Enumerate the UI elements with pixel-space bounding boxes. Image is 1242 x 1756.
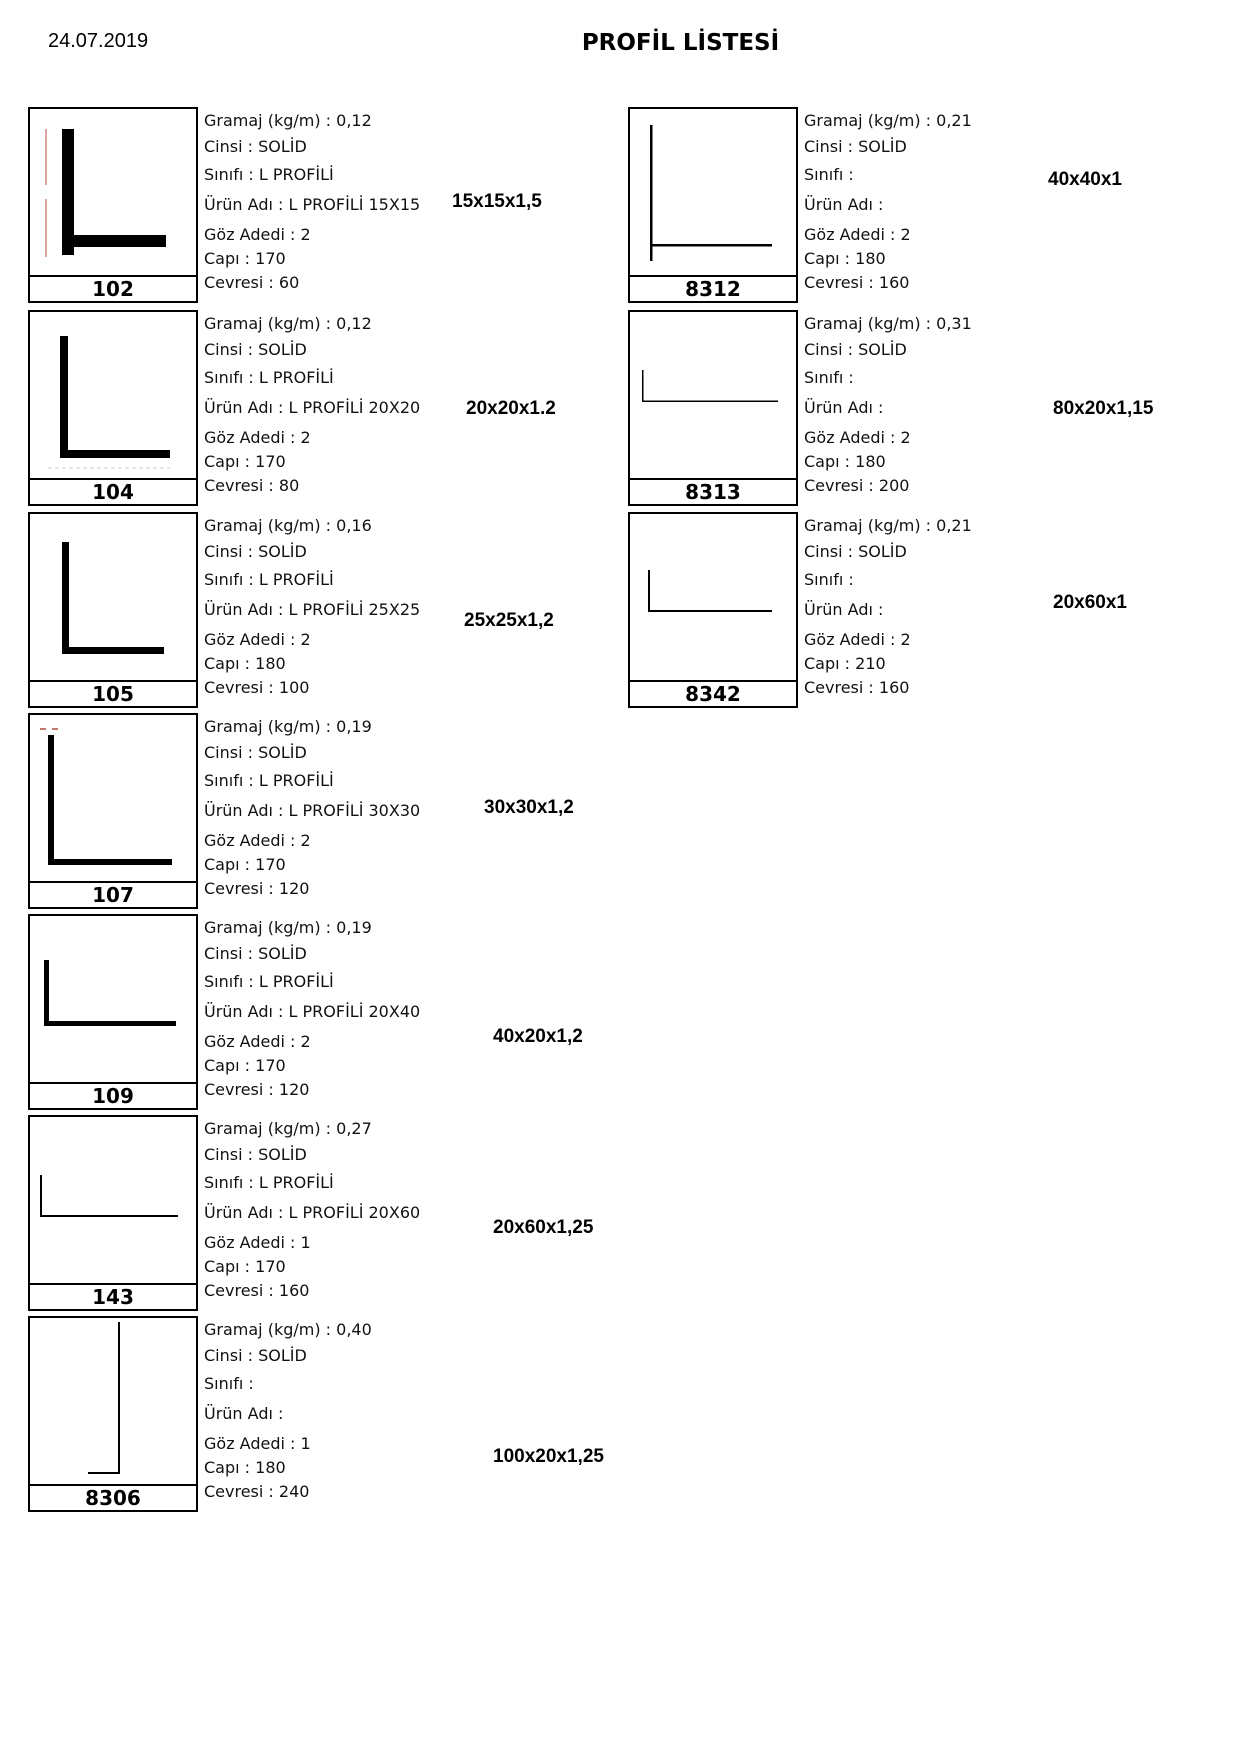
profile-code: 8342 — [630, 680, 796, 706]
profile-dimensions: 100x20x1,25 — [493, 1446, 604, 1467]
goz-adedi-line: Göz Adedi : 2 — [804, 428, 911, 447]
profile-card-105 — [28, 512, 648, 708]
urun-adi-line: Ürün Adı : — [804, 195, 884, 214]
tall-l-profile-icon — [30, 715, 196, 883]
profile-code: 8312 — [630, 275, 796, 301]
l-profile-icon — [30, 514, 196, 682]
cinsi-line: Cinsi : SOLİD — [204, 340, 307, 359]
gramaj-line: Gramaj (kg/m) : 0,40 — [204, 1320, 372, 1339]
profile-thumbnail — [628, 310, 798, 506]
cevresi-line: Cevresi : 100 — [204, 678, 310, 697]
cevresi-line: Cevresi : 80 — [204, 476, 300, 495]
capi-line: Capı : 180 — [204, 1458, 286, 1477]
urun-adi-line: Ürün Adı : — [804, 600, 884, 619]
gramaj-line: Gramaj (kg/m) : 0,19 — [204, 918, 372, 937]
sinifi-line: Sınıfı : L PROFİLİ — [204, 165, 334, 184]
profile-dimensions: 80x20x1,15 — [1053, 398, 1154, 419]
profile-thumbnail — [28, 107, 198, 303]
sinifi-line: Sınıfı : — [804, 165, 854, 184]
profile-card-8313 — [628, 310, 1242, 506]
cevresi-line: Cevresi : 120 — [204, 1080, 310, 1099]
urun-adi-line: Ürün Adı : L PROFİLİ 20X60 — [204, 1203, 421, 1222]
profile-dimensions: 20x20x1.2 — [466, 398, 556, 419]
cinsi-line: Cinsi : SOLİD — [204, 944, 307, 963]
low-l-profile-icon — [630, 514, 796, 682]
gramaj-line: Gramaj (kg/m) : 0,31 — [804, 314, 972, 333]
gramaj-line: Gramaj (kg/m) : 0,16 — [204, 516, 372, 535]
mirrored-l-profile-icon — [30, 1318, 196, 1486]
profile-thumbnail — [628, 512, 798, 708]
thick-l-profile-icon — [30, 312, 196, 480]
wide-l-profile-icon — [30, 916, 196, 1084]
cinsi-line: Cinsi : SOLİD — [204, 137, 307, 156]
profile-card-102 — [28, 107, 648, 303]
document-date: 24.07.2019 — [48, 30, 149, 52]
cinsi-line: Cinsi : SOLİD — [204, 1346, 307, 1365]
urun-adi-line: Ürün Adı : L PROFİLİ 25X25 — [204, 600, 421, 619]
profile-code: 102 — [30, 275, 196, 301]
capi-line: Capı : 170 — [204, 452, 286, 471]
goz-adedi-line: Göz Adedi : 2 — [804, 225, 911, 244]
cinsi-line: Cinsi : SOLİD — [204, 542, 307, 561]
sinifi-line: Sınıfı : — [804, 368, 854, 387]
profile-card-8342 — [628, 512, 1242, 708]
profile-thumbnail — [28, 1316, 198, 1512]
sinifi-line: Sınıfı : L PROFİLİ — [204, 972, 334, 991]
profile-code: 105 — [30, 680, 196, 706]
capi-line: Capı : 210 — [804, 654, 886, 673]
goz-adedi-line: Göz Adedi : 2 — [204, 225, 311, 244]
urun-adi-line: Ürün Adı : — [204, 1404, 284, 1423]
profile-dimensions: 20x60x1,25 — [493, 1217, 594, 1238]
goz-adedi-line: Göz Adedi : 2 — [204, 1032, 311, 1051]
profile-dimensions: 20x60x1 — [1053, 592, 1127, 613]
cevresi-line: Cevresi : 200 — [804, 476, 910, 495]
gramaj-line: Gramaj (kg/m) : 0,12 — [204, 111, 372, 130]
profile-code: 8313 — [630, 478, 796, 504]
profile-dimensions: 25x25x1,2 — [464, 610, 554, 631]
capi-line: Capı : 170 — [204, 1056, 286, 1075]
goz-adedi-line: Göz Adedi : 2 — [204, 831, 311, 850]
cevresi-line: Cevresi : 60 — [204, 273, 300, 292]
profile-dimensions: 15x15x1,5 — [452, 191, 542, 212]
profile-code: 143 — [30, 1283, 196, 1309]
profile-card-8306 — [28, 1316, 648, 1512]
profile-code: 8306 — [30, 1484, 196, 1510]
capi-line: Capı : 180 — [804, 452, 886, 471]
capi-line: Capı : 180 — [804, 249, 886, 268]
sinifi-line: Sınıfı : — [204, 1374, 254, 1393]
sinifi-line: Sınıfı : L PROFİLİ — [204, 570, 334, 589]
capi-line: Capı : 180 — [204, 654, 286, 673]
cevresi-line: Cevresi : 160 — [804, 678, 910, 697]
profile-thumbnail — [28, 310, 198, 506]
cinsi-line: Cinsi : SOLİD — [804, 340, 907, 359]
urun-adi-line: Ürün Adı : L PROFİLİ 20X40 — [204, 1002, 421, 1021]
profile-dimensions: 40x40x1 — [1048, 169, 1122, 190]
profile-card-8312 — [628, 107, 1242, 303]
gramaj-line: Gramaj (kg/m) : 0,21 — [804, 516, 972, 535]
profile-dimensions: 30x30x1,2 — [484, 797, 574, 818]
urun-adi-line: Ürün Adı : L PROFİLİ 30X30 — [204, 801, 421, 820]
profile-code: 109 — [30, 1082, 196, 1108]
sinifi-line: Sınıfı : L PROFİLİ — [204, 1173, 334, 1192]
profile-thumbnail — [28, 914, 198, 1110]
urun-adi-line: Ürün Adı : L PROFİLİ 15X15 — [204, 195, 421, 214]
profile-thumbnail — [28, 713, 198, 909]
sinifi-line: Sınıfı : L PROFİLİ — [204, 368, 334, 387]
gramaj-line: Gramaj (kg/m) : 0,12 — [204, 314, 372, 333]
flat-l-profile-icon — [30, 1117, 196, 1285]
urun-adi-line: Ürün Adı : — [804, 398, 884, 417]
cevresi-line: Cevresi : 160 — [804, 273, 910, 292]
thick-l-profile-icon — [30, 109, 196, 277]
profile-code: 107 — [30, 881, 196, 907]
profile-code: 104 — [30, 478, 196, 504]
cevresi-line: Cevresi : 160 — [204, 1281, 310, 1300]
gramaj-line: Gramaj (kg/m) : 0,27 — [204, 1119, 372, 1138]
low-l-profile-icon — [630, 312, 796, 480]
profile-card-143 — [28, 1115, 648, 1311]
sinifi-line: Sınıfı : — [804, 570, 854, 589]
capi-line: Capı : 170 — [204, 1257, 286, 1276]
cevresi-line: Cevresi : 120 — [204, 879, 310, 898]
goz-adedi-line: Göz Adedi : 1 — [204, 1434, 311, 1453]
profile-thumbnail — [28, 512, 198, 708]
cinsi-line: Cinsi : SOLİD — [804, 542, 907, 561]
gramaj-line: Gramaj (kg/m) : 0,19 — [204, 717, 372, 736]
cevresi-line: Cevresi : 240 — [204, 1482, 310, 1501]
sinifi-line: Sınıfı : L PROFİLİ — [204, 771, 334, 790]
goz-adedi-line: Göz Adedi : 2 — [804, 630, 911, 649]
capi-line: Capı : 170 — [204, 249, 286, 268]
urun-adi-line: Ürün Adı : L PROFİLİ 20X20 — [204, 398, 421, 417]
cinsi-line: Cinsi : SOLİD — [804, 137, 907, 156]
profile-card-104 — [28, 310, 648, 506]
goz-adedi-line: Göz Adedi : 1 — [204, 1233, 311, 1252]
page-title: PROFİL LİSTESİ — [581, 30, 780, 56]
profile-thumbnail — [28, 1115, 198, 1311]
gramaj-line: Gramaj (kg/m) : 0,21 — [804, 111, 972, 130]
profile-dimensions: 40x20x1,2 — [493, 1026, 583, 1047]
profile-card-109 — [28, 914, 648, 1110]
goz-adedi-line: Göz Adedi : 2 — [204, 428, 311, 447]
capi-line: Capı : 170 — [204, 855, 286, 874]
cinsi-line: Cinsi : SOLİD — [204, 1145, 307, 1164]
goz-adedi-line: Göz Adedi : 2 — [204, 630, 311, 649]
profile-thumbnail — [628, 107, 798, 303]
cinsi-line: Cinsi : SOLİD — [204, 743, 307, 762]
thin-l-profile-icon — [630, 109, 796, 277]
profile-card-107 — [28, 713, 648, 909]
